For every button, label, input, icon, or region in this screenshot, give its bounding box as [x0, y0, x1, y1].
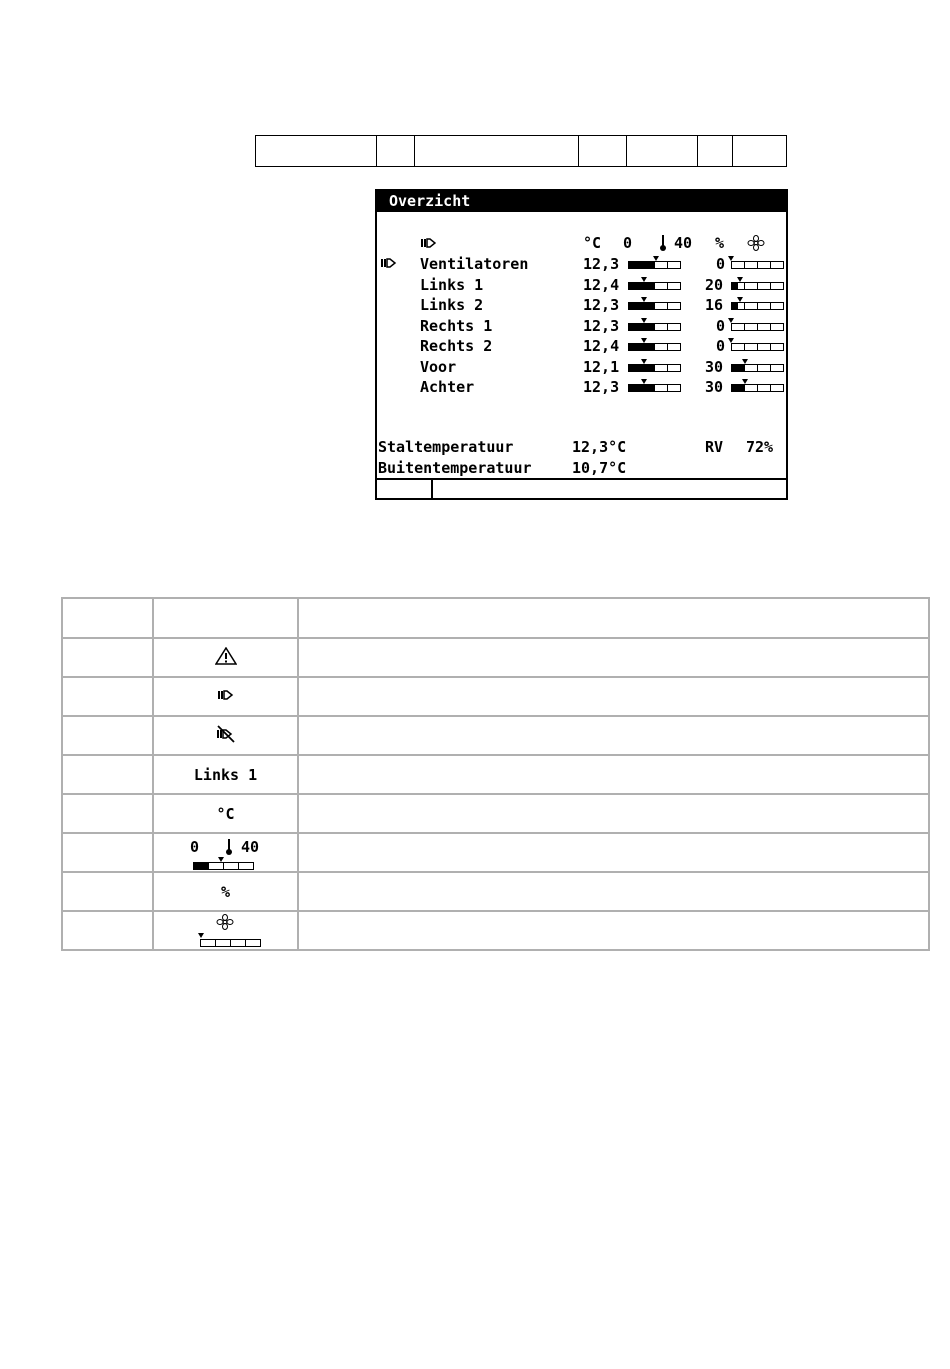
row-temp-bar — [628, 282, 681, 290]
fan-icon — [216, 914, 234, 930]
screen-title: Overzicht — [389, 192, 471, 210]
row-fan-marker — [728, 256, 734, 261]
row-fan-marker — [728, 318, 734, 323]
row-name[interactable]: Links 1 — [420, 276, 484, 294]
row-temp-bar — [628, 323, 681, 331]
fan-icon — [747, 235, 765, 251]
legend-cell — [298, 677, 929, 716]
legend-symbol — [153, 794, 298, 833]
speaker-muted-icon — [216, 725, 236, 743]
legend-cell — [153, 598, 298, 638]
legend-cell — [62, 716, 153, 755]
row-percent: 0 — [716, 337, 726, 355]
row-temp-marker — [641, 379, 647, 384]
legend-cell — [298, 833, 929, 872]
legend-cell — [62, 833, 153, 872]
row-fan-marker — [742, 379, 748, 384]
speaker-icon — [420, 236, 436, 250]
row-temp-marker — [641, 359, 647, 364]
legend-text-name: Links 1 — [193, 765, 258, 784]
row-percent: 16 — [705, 296, 724, 314]
legend-cell — [298, 794, 929, 833]
thermometer-icon — [659, 234, 667, 252]
tab-cell[interactable] — [377, 136, 416, 166]
row-temp-bar — [628, 261, 681, 269]
legend-cell — [298, 716, 929, 755]
legend-row — [62, 833, 929, 872]
row-fan-marker — [728, 338, 734, 343]
legend-cell — [62, 638, 153, 677]
stal-value: 12,3°C — [572, 438, 627, 456]
legend-fan-bar-group — [154, 913, 297, 949]
legend-symbol — [153, 755, 298, 794]
legend-text-percent: % — [220, 882, 231, 901]
tab-strip — [255, 135, 787, 167]
legend-cell — [62, 598, 153, 638]
thermometer-icon — [225, 838, 233, 856]
legend-cell — [298, 638, 929, 677]
row-percent: 30 — [705, 378, 724, 396]
legend-range-max: 40 — [241, 837, 260, 856]
rv-value: 72% — [746, 438, 774, 456]
row-fan-bar — [731, 343, 784, 351]
legend-cell — [62, 677, 153, 716]
tab-cell[interactable] — [256, 136, 377, 166]
buiten-value: 10,7°C — [572, 459, 627, 477]
title-bar — [377, 191, 786, 212]
legend-row — [62, 911, 929, 950]
legend-fan-marker — [198, 933, 204, 938]
row-fan-bar — [731, 384, 784, 392]
header-celsius: °C — [583, 234, 602, 252]
row-fan-bar — [731, 282, 784, 290]
legend-row — [62, 638, 929, 677]
row-name[interactable]: Rechts 1 — [420, 317, 493, 335]
row-temp-bar — [628, 384, 681, 392]
stal-label: Staltemperatuur — [378, 438, 514, 456]
row-percent: 0 — [716, 255, 726, 273]
row-temp-marker — [641, 277, 647, 282]
softkey-bar — [377, 478, 786, 498]
row-fan-bar — [731, 364, 784, 372]
row-temp: 12,4 — [583, 337, 620, 355]
legend-text-celsius: °C — [216, 804, 235, 823]
row-name[interactable]: Rechts 2 — [420, 337, 493, 355]
row-percent: 30 — [705, 358, 724, 376]
row-temp: 12,3 — [583, 255, 620, 273]
row-temp: 12,1 — [583, 358, 620, 376]
row-temp-bar — [628, 343, 681, 351]
row-temp: 12,4 — [583, 276, 620, 294]
tab-cell[interactable] — [733, 136, 786, 166]
tab-cell[interactable] — [627, 136, 699, 166]
legend-cell — [62, 911, 153, 950]
softkey-1[interactable] — [377, 480, 433, 498]
legend-cell — [298, 598, 929, 638]
legend-symbol — [153, 833, 298, 872]
legend-symbol — [153, 716, 298, 755]
speaker-icon — [217, 688, 235, 702]
rv-label: RV — [705, 438, 724, 456]
legend-row — [62, 755, 929, 794]
legend-row — [62, 872, 929, 911]
row-temp-marker — [641, 338, 647, 343]
legend-table — [61, 597, 930, 951]
row-fan-bar — [731, 261, 784, 269]
legend-symbol — [153, 911, 298, 950]
header-percent: % — [715, 234, 725, 252]
row-name[interactable]: Ventilatoren — [420, 255, 529, 273]
row-name[interactable]: Links 2 — [420, 296, 484, 314]
header-range-min: 0 — [623, 234, 633, 252]
legend-cell — [298, 872, 929, 911]
legend-temp-bar-group — [154, 836, 297, 870]
legend-range-min: 0 — [190, 837, 200, 856]
selection-cursor-icon — [380, 256, 398, 270]
tab-cell[interactable] — [698, 136, 733, 166]
tab-cell[interactable] — [415, 136, 578, 166]
row-fan-marker — [737, 277, 743, 282]
row-fan-marker — [737, 297, 743, 302]
row-temp: 12,3 — [583, 378, 620, 396]
row-name[interactable]: Voor — [420, 358, 457, 376]
row-temp-marker — [653, 256, 659, 261]
legend-header-row — [62, 598, 929, 638]
legend-cell — [298, 755, 929, 794]
legend-row — [62, 794, 929, 833]
row-fan-bar — [731, 323, 784, 331]
legend-row — [62, 677, 929, 716]
legend-row — [62, 716, 929, 755]
row-percent: 20 — [705, 276, 724, 294]
row-temp: 12,3 — [583, 317, 620, 335]
legend-temp-bar — [193, 862, 254, 870]
row-fan-marker — [742, 359, 748, 364]
legend-symbol — [153, 638, 298, 677]
row-temp-bar — [628, 364, 681, 372]
row-temp-marker — [641, 318, 647, 323]
warning-icon — [215, 647, 237, 665]
legend-symbol — [153, 872, 298, 911]
legend-fan-bar — [200, 939, 261, 947]
row-temp: 12,3 — [583, 296, 620, 314]
row-fan-bar — [731, 302, 784, 310]
lcd-screen — [375, 189, 788, 500]
legend-cell — [62, 872, 153, 911]
legend-cell — [62, 794, 153, 833]
legend-symbol — [153, 677, 298, 716]
legend-cell — [62, 755, 153, 794]
row-temp-bar — [628, 302, 681, 310]
tab-cell[interactable] — [579, 136, 627, 166]
row-temp-marker — [641, 297, 647, 302]
row-name[interactable]: Achter — [420, 378, 475, 396]
row-percent: 0 — [716, 317, 726, 335]
legend-cell — [298, 911, 929, 950]
buiten-label: Buitentemperatuur — [378, 459, 532, 477]
header-range-max: 40 — [674, 234, 693, 252]
